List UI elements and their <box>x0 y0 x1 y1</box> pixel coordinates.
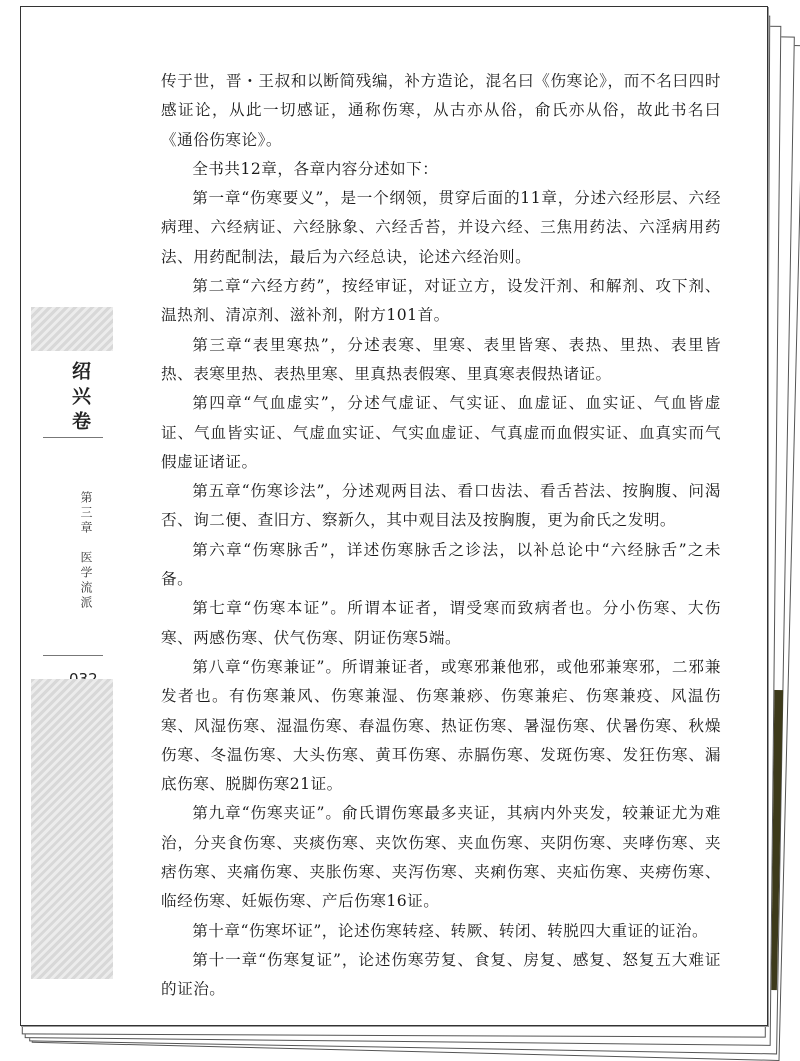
paragraph-chapter-11: 第十一章“伤寒复证”，论述伤寒劳复、食复、房复、感复、怒复五大难证的证治。 <box>161 950 721 999</box>
paragraph-continuation: 传于世，晋・王叔和以断简残编，补方造论，混名曰《伤寒论》，而不名曰四时感证论，从此一切感证，通称伤寒，从古亦从俗，俞氏亦从俗，故此书名曰《通俗伤寒论》。 <box>161 72 721 149</box>
sidebar-divider-top <box>43 437 103 438</box>
paragraph-chapter-1: 第一章“伤寒要义”，是一个纲领，贯穿后面的11章，分述六经形层、六经病理、六经病证、六经脉象、六经舌苔，并设六经、三焦用药法、六淫病用药法、用药配制法，最后为六经总诀，论述六经治则。 <box>161 189 721 266</box>
book-page <box>20 6 768 1026</box>
paragraph-chapter-9: 第九章“伤寒夹证”。俞氏谓伤寒最多夹证，其病内外夹发，较兼证尤为难治，分夹食伤寒、夹痰伤寒、夹饮伤寒、夹血伤寒、夹阴伤寒、夹哮伤寒、夹痞伤寒、夹痛伤寒、夹胀伤寒、夹泻伤寒、夹痢伤寒、夹疝伤寒、夹痨伤寒、临经伤寒、妊娠伤寒、产后伤寒16证。 <box>161 804 721 911</box>
paragraph-chapter-8: 第八章“伤寒兼证”。所谓兼证者，或寒邪兼他邪，或他邪兼寒邪，二邪兼发者也。有伤寒兼风、伤寒兼湿、伤寒兼痧、伤寒兼疟、伤寒兼疫、风温伤寒、风湿伤寒、湿温伤寒、春温伤寒、热证伤寒、暑湿伤寒、伏暑伤寒、秋燥伤寒、冬温伤寒、大头伤寒、黄耳伤寒、赤膈伤寒、发斑伤寒、发狂伤寒、漏底伤寒、脱脚伤寒21证。 <box>161 657 721 794</box>
body-text <box>161 67 721 1005</box>
paragraph-chapter-2: 第二章“六经方药”，按经审证，对证立方，设发汗剂、和解剂、攻下剂、温热剂、清凉剂、滋补剂，附方101首。 <box>161 277 721 325</box>
paragraph-chapter-7: 第七章“伤寒本证”。所谓本证者，谓受寒而致病者也。分小伤寒、大伤寒、两感伤寒、伏气伤寒、阴证伤寒5端。 <box>161 599 721 647</box>
paragraph-summary: 全书共12章，各章内容分述如下： <box>192 159 439 178</box>
paragraph-chapter-6: 第六章“伤寒脉舌”，详述伤寒脉舌之诊法，以补总论中“六经脉舌”之未备。 <box>161 540 721 589</box>
paragraph-chapter-4: 第四章“气血虚实”，分述气虚证、气实证、血虚证、血实证、气血皆虚证、气血皆实证、气虚血实证、气实血虚证、气真虚而血假实证、血真实而气假虚证诸证。 <box>161 394 721 471</box>
volume-title: 绍兴卷 <box>69 361 91 436</box>
sidebar-pattern-bottom <box>31 679 113 979</box>
paragraph-chapter-10: 第十章“伤寒坏证”，论述伤寒转痉、转厥、转闭、转脱四大重证的证治。 <box>192 921 709 940</box>
paragraph-chapter-3: 第三章“表里寒热”，分述表寒、里寒、表里皆寒、表热、里热、表里皆热、表寒里热、表热里寒、里真热表假寒、里真寒表假热诸证。 <box>161 335 721 383</box>
sidebar-pattern-top <box>31 307 113 351</box>
paragraph-chapter-5: 第五章“伤寒诊法”，分述观两目法、看口齿法、看舌苔法、按胸腹、问渴否、询二便、查旧方、察新久，其中观目法及按胸腹，更为俞氏之发明。 <box>161 482 721 530</box>
chapter-label: 第三章 医学流派 <box>79 491 93 611</box>
sidebar-divider-bottom <box>43 655 103 656</box>
